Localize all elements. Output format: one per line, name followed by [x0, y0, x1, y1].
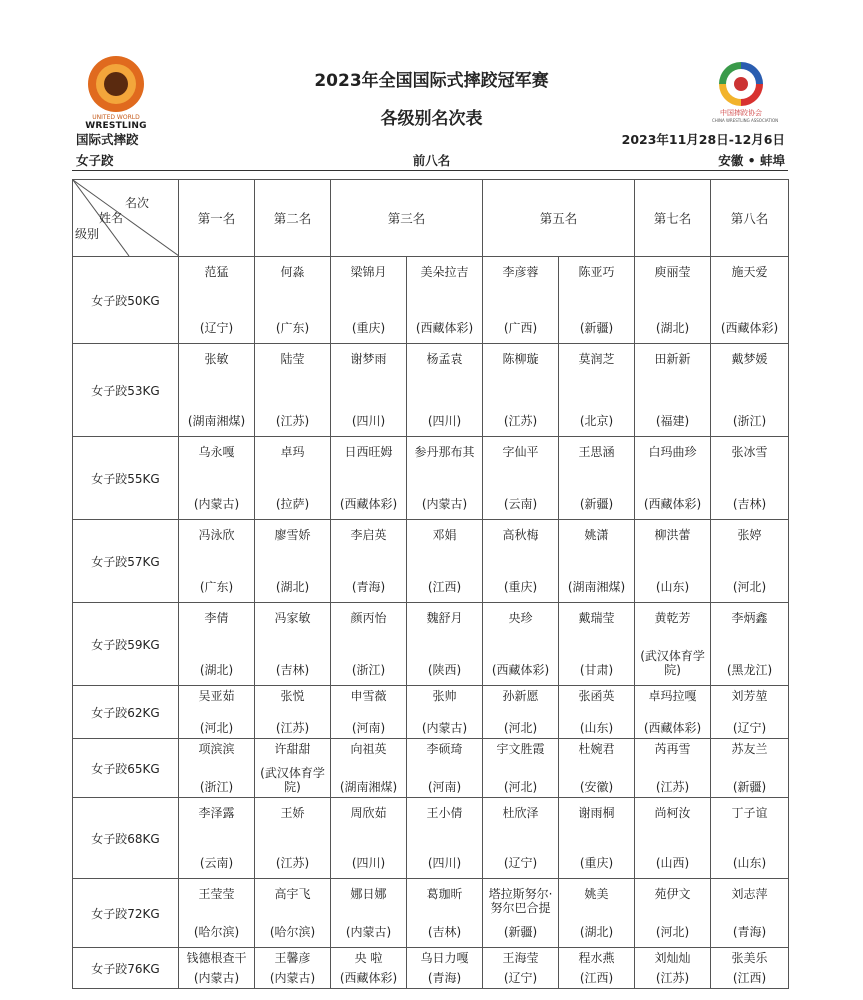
- athlete-cell: [255, 686, 331, 739]
- athlete-name: 张帅: [432, 689, 457, 703]
- athlete-name: 冯泳欣: [198, 528, 235, 542]
- athlete-team: (山东): [732, 856, 767, 870]
- athlete-team: (广西): [503, 321, 538, 335]
- athlete-name: 程水燕: [578, 951, 615, 965]
- athlete-team: (湖南湘煤): [187, 414, 246, 428]
- athlete-cell: [483, 739, 559, 798]
- athlete-team: (辽宁): [503, 856, 538, 870]
- athlete-name: 高宇飞: [274, 887, 311, 901]
- event-date: 2023年11月28日-12月6日: [621, 132, 785, 147]
- athlete-cell: [559, 344, 635, 437]
- athlete-name: 李彦蓉: [502, 265, 539, 279]
- athlete-name: 庾丽莹: [654, 265, 691, 279]
- athlete-cell: [635, 257, 711, 344]
- athlete-cell: [635, 948, 711, 989]
- athlete-team: (山西): [655, 856, 690, 870]
- athlete-team: (浙江): [199, 780, 234, 794]
- athlete-name: 王娇: [280, 806, 305, 820]
- athlete-name: 李启英: [350, 528, 387, 542]
- athlete-cell: [179, 437, 255, 520]
- athlete-cell: [255, 257, 331, 344]
- athlete-name: 张婷: [737, 528, 762, 542]
- athlete-cell: [635, 603, 711, 686]
- athlete-team: (辽宁): [199, 321, 234, 335]
- corner-name-label: 姓名: [99, 211, 124, 225]
- athlete-team: (江苏): [275, 721, 310, 735]
- athlete-cell: [711, 437, 789, 520]
- athlete-team: (江西): [579, 971, 614, 985]
- athlete-team: (江苏): [655, 971, 690, 985]
- athlete-cell: [559, 686, 635, 739]
- athlete-name: 李泽露: [198, 806, 235, 820]
- column-header: 第二名: [255, 180, 331, 257]
- athlete-cell: [179, 739, 255, 798]
- athlete-name: 田新新: [654, 352, 691, 366]
- athlete-team: (云南): [199, 856, 234, 870]
- athlete-name: 王海莹: [502, 951, 539, 965]
- athlete-cell: [179, 257, 255, 344]
- athlete-name: 陈柳璇: [502, 352, 539, 366]
- table-row: [73, 257, 789, 344]
- athlete-name: 魏舒月: [426, 611, 463, 625]
- athlete-team: (浙江): [732, 414, 767, 428]
- athlete-cell: [635, 437, 711, 520]
- athlete-name: 梁锦月: [350, 265, 387, 279]
- header-divider: [72, 170, 788, 171]
- table-header-row: [73, 180, 789, 257]
- athlete-team: (青海): [732, 925, 767, 939]
- athlete-cell: [407, 739, 483, 798]
- athlete-team: (河北): [199, 721, 234, 735]
- athlete-team: (重庆): [503, 580, 538, 594]
- athlete-name: 陆莹: [280, 352, 305, 366]
- column-header: 第五名: [483, 180, 635, 257]
- athlete-team: (吉林): [732, 497, 767, 511]
- athlete-name: 尚柯汝: [654, 806, 691, 820]
- athlete-cell: [255, 344, 331, 437]
- athlete-cell: [331, 879, 407, 948]
- athlete-cell: [179, 879, 255, 948]
- athlete-name: 姚潇: [584, 528, 609, 542]
- weight-class-cell: 女子跤68KG: [73, 798, 179, 879]
- athlete-name: 丁子谊: [731, 806, 768, 820]
- athlete-name: 乌日力嘎: [420, 951, 469, 965]
- athlete-team: (新疆): [732, 780, 767, 794]
- athlete-name: 卓玛: [280, 445, 305, 459]
- athlete-cell: [179, 798, 255, 879]
- athlete-name: 杜欣泽: [502, 806, 539, 820]
- athlete-name: 吴亚茹: [198, 689, 235, 703]
- athlete-team: (江西): [427, 580, 462, 594]
- athlete-name: 卓玛拉嘎: [648, 689, 697, 703]
- athlete-name: 张美乐: [731, 951, 768, 965]
- uww-logo-text-bottom: WRESTLING: [85, 121, 147, 131]
- athlete-team: (湖南湘煤): [567, 580, 626, 594]
- athlete-name: 王莹莹: [198, 887, 235, 901]
- athlete-team: (内蒙古): [421, 721, 468, 735]
- athlete-name: 央珍: [508, 611, 533, 625]
- athlete-team: (福建): [655, 414, 690, 428]
- athlete-cell: [331, 437, 407, 520]
- athlete-name: 施天爱: [731, 265, 768, 279]
- athlete-team: (云南): [503, 497, 538, 511]
- athlete-cell: [255, 520, 331, 603]
- athlete-cell: [179, 948, 255, 989]
- athlete-team: (武汉体育学院): [640, 649, 705, 677]
- weight-class-cell: 女子跤59KG: [73, 603, 179, 686]
- athlete-name: 陈亚巧: [578, 265, 615, 279]
- athlete-name: 孙新愿: [502, 689, 539, 703]
- athlete-team: (湖北): [275, 580, 310, 594]
- athlete-team: (青海): [427, 971, 462, 985]
- athlete-team: (江西): [732, 971, 767, 985]
- athlete-name: 张函英: [578, 689, 615, 703]
- document-subtitle: 各级别名次表: [380, 109, 483, 129]
- event-location: 安徽 • 蚌埠: [718, 153, 785, 168]
- athlete-team: (哈尔滨): [269, 925, 316, 939]
- athlete-name: 央 啦: [354, 951, 383, 965]
- athlete-cell: [559, 879, 635, 948]
- athlete-name: 范猛: [204, 265, 229, 279]
- athlete-team: (新疆): [579, 321, 614, 335]
- athlete-team: (青海): [351, 580, 386, 594]
- athlete-team: (湖北): [199, 663, 234, 677]
- athlete-team: (内蒙古): [269, 971, 316, 985]
- athlete-name: 李炳鑫: [731, 611, 768, 625]
- athlete-name: 戴瑞莹: [578, 611, 615, 625]
- athlete-cell: [483, 948, 559, 989]
- athlete-name: 苏友兰: [731, 742, 768, 756]
- athlete-name: 高秋梅: [502, 528, 539, 542]
- athlete-team: (西藏体彩): [720, 321, 779, 335]
- athlete-cell: [559, 603, 635, 686]
- athlete-team: (拉萨): [275, 497, 310, 511]
- athlete-name: 许甜甜: [274, 742, 311, 756]
- athlete-name: 项滨滨: [198, 742, 235, 756]
- athlete-cell: [255, 437, 331, 520]
- uww-logo-text-top: UNITED WORLD: [92, 114, 140, 121]
- table-row: [73, 344, 789, 437]
- athlete-team: (陕西): [427, 663, 462, 677]
- athlete-name: 冯家敏: [274, 611, 311, 625]
- table-row: [73, 948, 789, 989]
- athlete-cell: [407, 257, 483, 344]
- athlete-name: 宇文胜霞: [496, 742, 545, 756]
- athlete-name: 塔拉斯努尔·努尔巴合提: [488, 887, 553, 915]
- athlete-team: (四川): [351, 414, 386, 428]
- athlete-cell: [635, 520, 711, 603]
- athlete-team: (西藏体彩): [415, 321, 474, 335]
- athlete-cell: [483, 520, 559, 603]
- athlete-name: 谢梦雨: [350, 352, 387, 366]
- athlete-cell: [179, 603, 255, 686]
- athlete-team: (哈尔滨): [193, 925, 240, 939]
- table-row: [73, 437, 789, 520]
- athlete-cell: [407, 437, 483, 520]
- athlete-cell: [559, 437, 635, 520]
- athlete-name: 王思涵: [578, 445, 615, 459]
- weight-class-cell: 女子跤57KG: [73, 520, 179, 603]
- athlete-name: 钱德根查干: [186, 951, 247, 965]
- table-row: [73, 520, 789, 603]
- athlete-cell: [635, 879, 711, 948]
- cwa-logo-text-cn: 中国摔跤协会: [720, 109, 762, 117]
- athlete-team: (湖北): [655, 321, 690, 335]
- athlete-name: 日西旺姆: [344, 445, 393, 459]
- athlete-team: (江苏): [275, 414, 310, 428]
- athlete-cell: [635, 686, 711, 739]
- weight-class-cell: 女子跤55KG: [73, 437, 179, 520]
- athlete-cell: [711, 739, 789, 798]
- athlete-name: 申雪薇: [350, 689, 387, 703]
- athlete-team: (西藏体彩): [643, 721, 702, 735]
- athlete-team: (吉林): [275, 663, 310, 677]
- athlete-cell: [483, 879, 559, 948]
- athlete-team: (四川): [427, 414, 462, 428]
- athlete-cell: [483, 686, 559, 739]
- athlete-cell: [255, 948, 331, 989]
- weight-class-cell: 女子跤53KG: [73, 344, 179, 437]
- athlete-cell: [179, 686, 255, 739]
- athlete-name: 何淼: [280, 265, 305, 279]
- athlete-cell: [635, 798, 711, 879]
- athlete-team: (新疆): [579, 497, 614, 511]
- athlete-name: 张悦: [280, 689, 305, 703]
- athlete-team: (广东): [199, 580, 234, 594]
- category-label: 女子跤: [76, 153, 114, 168]
- athlete-cell: [255, 739, 331, 798]
- athlete-team: (辽宁): [503, 971, 538, 985]
- athlete-team: (黑龙江): [726, 663, 773, 677]
- athlete-team: (西藏体彩): [643, 497, 702, 511]
- athlete-team: (重庆): [579, 856, 614, 870]
- athlete-cell: [407, 798, 483, 879]
- athlete-cell: [407, 344, 483, 437]
- table-row: [73, 686, 789, 739]
- athlete-name: 张冰雪: [731, 445, 768, 459]
- table-row: [73, 798, 789, 879]
- athlete-name: 参丹那布其: [414, 445, 475, 459]
- athlete-team: (四川): [427, 856, 462, 870]
- column-header: 第三名: [331, 180, 483, 257]
- athlete-cell: [559, 257, 635, 344]
- athlete-cell: [711, 520, 789, 603]
- athlete-cell: [483, 798, 559, 879]
- athlete-name: 谢雨桐: [578, 806, 615, 820]
- athlete-name: 黄乾芳: [654, 611, 691, 625]
- athlete-team: (西藏体彩): [339, 971, 398, 985]
- athlete-name: 李倩: [204, 611, 229, 625]
- athlete-cell: [711, 948, 789, 989]
- athlete-name: 周欣茹: [350, 806, 387, 820]
- document-title: 2023年全国国际式摔跤冠军赛: [314, 71, 549, 91]
- sport-label: 国际式摔跤: [76, 132, 139, 147]
- athlete-name: 廖雪娇: [274, 528, 311, 542]
- athlete-cell: [407, 603, 483, 686]
- athlete-cell: [711, 798, 789, 879]
- athlete-name: 杨孟袁: [426, 352, 463, 366]
- scope-label: 前八名: [412, 153, 451, 168]
- corner-class-label: 级别: [75, 227, 100, 241]
- athlete-name: 张敏: [204, 352, 229, 366]
- corner-header-cell: [73, 180, 179, 257]
- cwa-logo-text-en: CHINA WRESTLING ASSOCIATION: [712, 118, 779, 123]
- athlete-team: (河南): [351, 721, 386, 735]
- athlete-cell: [635, 739, 711, 798]
- athlete-team: (河南): [427, 780, 462, 794]
- athlete-team: (四川): [351, 856, 386, 870]
- athlete-team: (湖南湘煤): [339, 780, 398, 794]
- athlete-cell: [255, 879, 331, 948]
- ranking-table: [72, 179, 789, 989]
- athlete-cell: [711, 603, 789, 686]
- athlete-team: (新疆): [503, 925, 538, 939]
- athlete-cell: [179, 520, 255, 603]
- athlete-team: (内蒙古): [193, 497, 240, 511]
- athlete-team: (内蒙古): [345, 925, 392, 939]
- athlete-cell: [483, 344, 559, 437]
- athlete-name: 美朵拉吉: [420, 265, 469, 279]
- athlete-cell: [331, 948, 407, 989]
- athlete-name: 白玛曲珍: [648, 445, 697, 459]
- table-row: [73, 879, 789, 948]
- athlete-team: (安徽): [579, 780, 614, 794]
- athlete-team: (广东): [275, 321, 310, 335]
- athlete-team: (重庆): [351, 321, 386, 335]
- athlete-cell: [179, 344, 255, 437]
- athlete-cell: [331, 603, 407, 686]
- weight-class-cell: 女子跤50KG: [73, 257, 179, 344]
- ranking-table-body: [73, 257, 789, 989]
- athlete-cell: [331, 739, 407, 798]
- athlete-team: (甘肃): [579, 663, 614, 677]
- athlete-name: 邓娟: [432, 528, 457, 542]
- athlete-name: 李硕琦: [426, 742, 463, 756]
- athlete-cell: [407, 686, 483, 739]
- athlete-cell: [331, 520, 407, 603]
- athlete-cell: [559, 520, 635, 603]
- athlete-cell: [559, 948, 635, 989]
- athlete-name: 柳洪蕾: [654, 528, 691, 542]
- athlete-team: (内蒙古): [421, 497, 468, 511]
- athlete-team: (武汉体育学院): [260, 766, 325, 794]
- athlete-cell: [331, 798, 407, 879]
- athlete-team: (北京): [579, 414, 614, 428]
- athlete-name: 刘芳堃: [731, 689, 768, 703]
- athlete-name: 杜婉君: [578, 742, 615, 756]
- athlete-cell: [331, 344, 407, 437]
- athlete-team: (辽宁): [732, 721, 767, 735]
- athlete-name: 苑伊文: [654, 887, 691, 901]
- athlete-team: (西藏体彩): [339, 497, 398, 511]
- weight-class-cell: 女子跤62KG: [73, 686, 179, 739]
- athlete-cell: [255, 798, 331, 879]
- athlete-team: (内蒙古): [193, 971, 240, 985]
- athlete-team: (河北): [732, 580, 767, 594]
- table-row: [73, 739, 789, 798]
- athlete-name: 向祖英: [350, 742, 387, 756]
- athlete-cell: [407, 879, 483, 948]
- athlete-name: 戴梦媛: [731, 352, 768, 366]
- athlete-cell: [407, 948, 483, 989]
- weight-class-cell: 女子跤76KG: [73, 948, 179, 989]
- athlete-team: (山东): [579, 721, 614, 735]
- athlete-team: (江苏): [275, 856, 310, 870]
- athlete-team: (河北): [503, 780, 538, 794]
- athlete-cell: [255, 603, 331, 686]
- athlete-cell: [331, 257, 407, 344]
- table-row: [73, 603, 789, 686]
- athlete-name: 王小倩: [426, 806, 463, 820]
- athlete-name: 乌永嘎: [198, 445, 235, 459]
- column-header: 第七名: [635, 180, 711, 257]
- athlete-cell: [331, 686, 407, 739]
- athlete-name: 姚美: [584, 887, 609, 901]
- athlete-cell: [711, 344, 789, 437]
- column-header: 第一名: [179, 180, 255, 257]
- column-header: 第八名: [711, 180, 789, 257]
- athlete-team: (江苏): [503, 414, 538, 428]
- athlete-cell: [483, 603, 559, 686]
- athlete-cell: [559, 798, 635, 879]
- athlete-name: 娜日娜: [350, 887, 387, 901]
- athlete-cell: [483, 437, 559, 520]
- athlete-name: 芮再雪: [654, 742, 691, 756]
- athlete-cell: [483, 257, 559, 344]
- athlete-cell: [711, 686, 789, 739]
- athlete-team: (江苏): [655, 780, 690, 794]
- athlete-team: (浙江): [351, 663, 386, 677]
- athlete-cell: [635, 344, 711, 437]
- athlete-team: (吉林): [427, 925, 462, 939]
- athlete-name: 刘灿灿: [654, 951, 691, 965]
- athlete-name: 王馨彦: [274, 951, 311, 965]
- athlete-name: 莫润芝: [578, 352, 615, 366]
- athlete-cell: [711, 257, 789, 344]
- athlete-cell: [711, 879, 789, 948]
- weight-class-cell: 女子跤65KG: [73, 739, 179, 798]
- athlete-name: 刘志萍: [731, 887, 768, 901]
- corner-rank-label: 名次: [125, 196, 150, 210]
- athlete-cell: [559, 739, 635, 798]
- athlete-name: 字仙平: [502, 445, 539, 459]
- athlete-team: (河北): [655, 925, 690, 939]
- athlete-team: (山东): [655, 580, 690, 594]
- weight-class-cell: 女子跤72KG: [73, 879, 179, 948]
- corner-diagonal-lines: [73, 180, 179, 256]
- athlete-team: (湖北): [579, 925, 614, 939]
- athlete-name: 颜丙怡: [350, 611, 387, 625]
- athlete-name: 葛珈昕: [426, 887, 463, 901]
- athlete-team: (河北): [503, 721, 538, 735]
- athlete-team: (西藏体彩): [491, 663, 550, 677]
- athlete-cell: [407, 520, 483, 603]
